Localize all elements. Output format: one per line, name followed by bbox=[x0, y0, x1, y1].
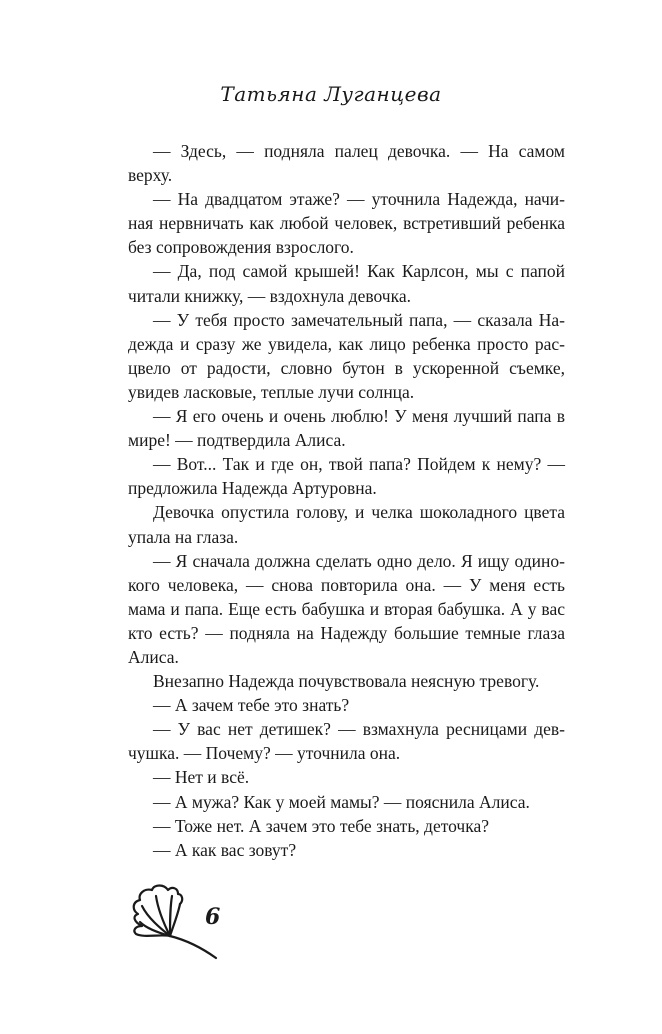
paragraph: — Здесь, — подняла палец девочка. — На самом верху. bbox=[128, 141, 565, 186]
paragraph: — А мужа? Как у моей мамы? — пояснила Алиса. bbox=[153, 791, 530, 812]
paragraph: — А зачем тебе это знать? bbox=[153, 695, 350, 716]
paragraph: — Вот... Так и где он, твой папа? Пойдем к нему? — предложила Надежда Артуровна. bbox=[128, 454, 565, 499]
body-text bbox=[128, 139, 565, 862]
running-header-author: Татьяна Луганцева bbox=[220, 82, 442, 106]
paragraph: — Я его очень и очень люблю! У меня лучший папа в мире! — подтвердила Алиса. bbox=[128, 406, 565, 451]
paragraph: Девочка опустила голову, и челка шоколадного цвета упала на глаза. bbox=[128, 502, 565, 547]
page-number: 6 bbox=[205, 904, 221, 930]
paragraph: — На двадцатом этаже? — уточнила Надежда, начиная нервничать как любой человек, встретивший ребенка без сопровождения взрослого. bbox=[128, 189, 565, 258]
paragraph: — А как вас зовут? bbox=[153, 839, 297, 860]
paragraph: — Нет и всё. bbox=[153, 767, 250, 788]
paragraph: — Тоже нет. А зачем это тебе знать, деточка? bbox=[153, 815, 490, 836]
paragraph: — Да, под самой крышей! Как Карлсон, мы с папой читали книжку, — вздохнула девочка. bbox=[128, 261, 565, 306]
paragraph: — У вас нет детишек? — взмахнула ресницами девчушка. — Почему? — уточнила она. bbox=[128, 719, 565, 764]
paragraph: Внезапно Надежда почувствовала неясную тревогу. bbox=[153, 671, 540, 692]
paragraph: — Я сначала должна сделать одно дело. Я ищу одинокого человека, — снова повторила она. — У меня есть мама и папа. Еще есть бабушка и вторая бабушка. А у вас кто есть? — подняла на Надежду большие темные глаза Алиса. bbox=[128, 550, 565, 667]
paragraph: — У тебя просто замечательный папа, — сказала Надежда и сразу же увидела, как лицо ребенка просто расцвело от радости, словно бутон в ускоренной съемке, увидев ласковые, теплые лучи солнца. bbox=[128, 309, 565, 402]
